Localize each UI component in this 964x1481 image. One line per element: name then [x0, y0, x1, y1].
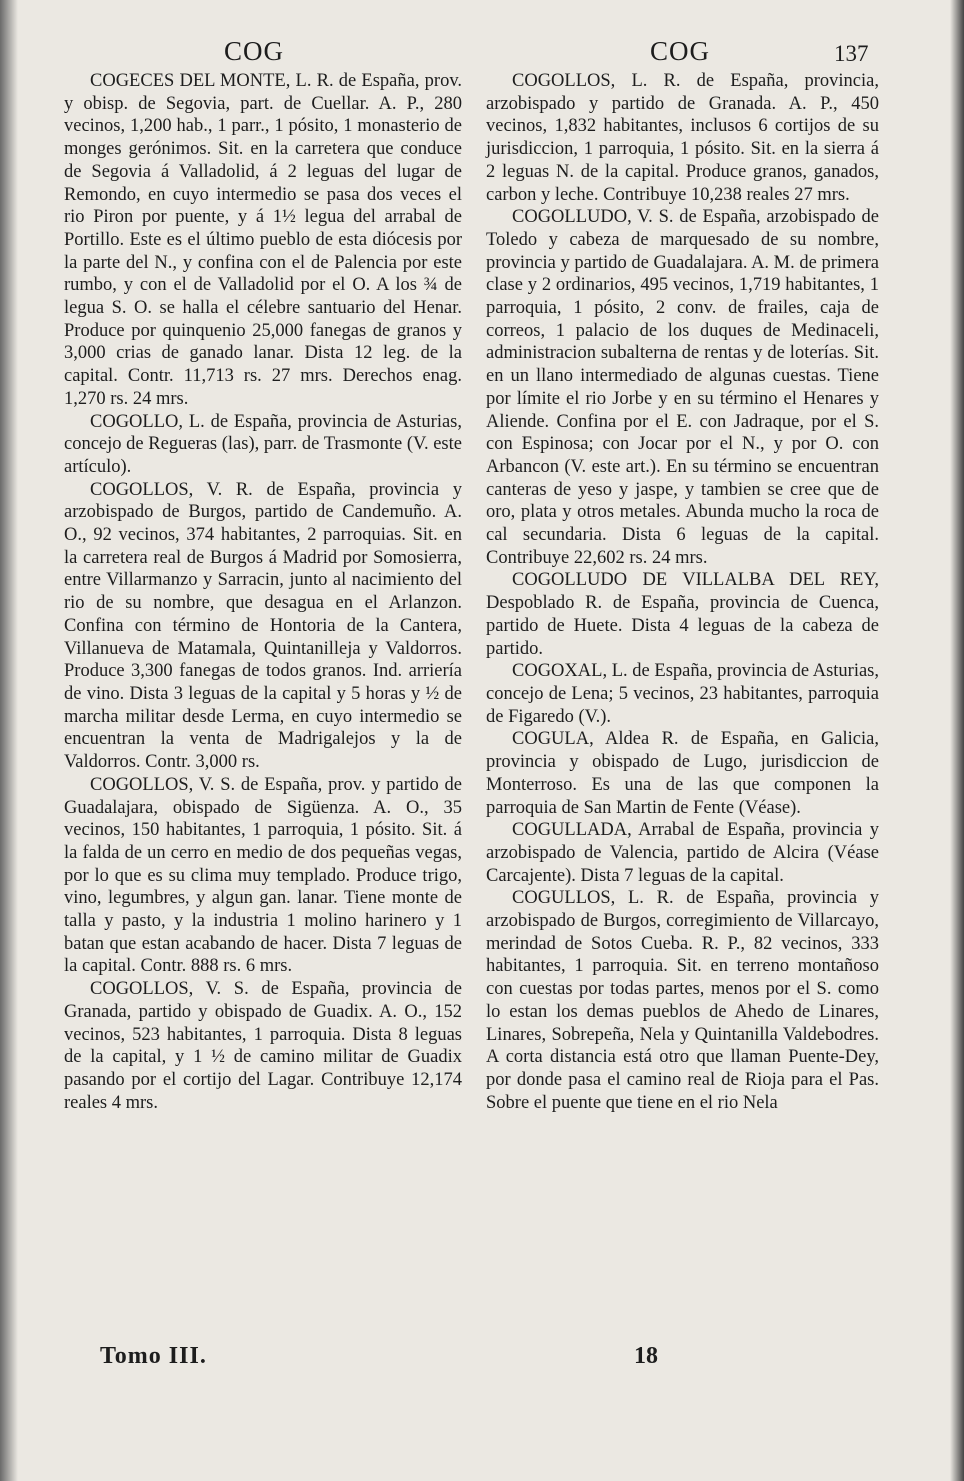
entry-cogoxal: COGOXAL, L. de España, provincia de Asturias, concejo de Lena; 5 vecinos, 23 habitantes, parroquia de Figaredo (V.). — [486, 661, 879, 727]
entry-cogula: COGULA, Aldea R. de España, en Galicia, provincia y obispado de Lugo, jurisdiccion de Monterroso. Es una de las que componen la parroquia de San Martin de Fente (Véase). — [486, 729, 879, 818]
entry-cogolludo-de-villalba: COGOLLUDO DE VILLALBA DEL REY, Despoblado R. de España, provincia de Cuenca, partido de Huete. Dista 4 leguas de la cabeza de partido. — [486, 570, 879, 659]
right-running-head: COG — [650, 36, 711, 66]
entry-cogollos-burgos: COGOLLOS, V. R. de España, provincia y arzobispado de Burgos, partido de Candemuño. A. O., 92 vecinos, 374 habitantes, 2 parroquias. Sit. en la carretera real de Burgos á Madrid por Somosierra, entre Villarmanzo y Sarracin, junto al nacimiento del rio de su nombre, que desagua en el Arlanzon. Confina con término de Hontoria de la Cantera, Villanueva de Matamala, Quintanilleja y Valdorros. Produce 3,300 fanegas de todos granos. Ind. arriería de vino. Dista 3 leguas de la capital y 5 horas y ½ de marcha militar desde Lerma, en cuyo intermedio se encuentran la venta de Madrigalejos y la de Valdorros. Contr. 3,000 rs. — [64, 479, 462, 773]
page-number: 137 — [834, 41, 869, 66]
entry-cogollos-guadix: COGOLLOS, V. S. de España, provincia de Granada, partido y obispado de Guadix. A. O., 152 vecinos, 523 habitantes, 1 parroquia. Dista 8 leguas de la capital, y 1 ½ de camino militar de Guadix pasando por el cortijo del Lagar. Contribuye 12,174 reales 4 mrs. — [64, 979, 462, 1113]
entry-cogullada: COGULLADA, Arrabal de España, provincia y arzobispado de Valencia, partido de Alcira (Véase Carcajente). Dista 7 leguas de la capital. — [486, 820, 879, 886]
entry-cogeces-del-monte: COGECES DEL MONTE, L. R. de España, prov. y obisp. de Segovia, part. de Cuellar. A. P., 280 vecinos, 1,200 hab., 1 parr., 1 pósito, 1 monasterio de monges gerónimos. Sit. en la carretera que conduce de Segovia á Valladolid, á 2 leguas del lugar de Remondo, en cuyo intermedio se pasa dos veces el rio Piron por puente, y á 1½ legua del arrabal de Portillo. Este es el último pueblo de esta diócesis por la parte del N., y confina con el de Palencia por este rumbo, y con el de Valladolid por el O. A los ¾ de legua S. O. se halla el célebre santuario del Henar. Produce por quinquenio 25,000 fanegas de granos y 3,000 crias de ganado lanar. Dista 12 leg. de la capital. Contr. 11,713 rs. 27 mrs. Derechos enag. 1,270 rs. 24 mrs. — [64, 71, 462, 409]
entry-cogollo: COGOLLO, L. de España, provincia de Asturias, concejo de Regueras (las), parr. de Trasmonte (V. este artículo). — [64, 411, 462, 477]
entry-cogullos: COGULLOS, L. R. de España, provincia y arzobispado de Burgos, corregimiento de Villarcayo, merindad de Sotos Cueba. R. P., 82 vecinos, 333 habitantes, 1 parroquia. Sit. en terreno montañoso con cuestas por todas partes, menos por el S. como lo estan los demas pueblos de Ahedo de Linares, Linares, Sobrepeña, Nela y Quintanilla Valdebodres. A corta distancia está otro que llaman Puente-Dey, por donde pasa el camino real de Rioja para el Pas. Sobre el puente que tiene en el rio Nela — [486, 888, 879, 1113]
right-column — [486, 70, 879, 1114]
left-running-head: COG — [224, 36, 285, 66]
entry-cogollos-guadalajara: COGOLLOS, V. S. de España, prov. y partido de Guadalajara, obispado de Sigüenza. A. O., 35 vecinos, 150 habitantes, 1 parroquia, 1 pósito. Sit. á la falda de un cerro en medio de dos pequeñas vegas, por lo que es su clima muy templado. Produce trigo, vino, legumbres, y algun gan. lanar. Tiene monte de talla y pasto, y la industria 1 molino harinero y 1 batan que estan acabando de hacer. Dista 7 leguas de la capital. Contr. 888 rs. 6 mrs. — [64, 774, 462, 977]
left-column — [64, 70, 462, 1114]
volume-label: Tomo III. — [100, 1343, 207, 1369]
entry-cogollos-granada: COGOLLOS, L. R. de España, provincia, arzobispado y partido de Granada. A. P., 450 vecinos, 1,832 habitantes, inclusos 6 cortijos de su jurisdiccion, 1 parroquia, 1 pósito. Sit. en la sierra á 2 leguas N. de la capital. Produce granos, ganados, carbon y leche. Contribuye 10,238 reales 27 mrs. — [486, 71, 879, 205]
entry-cogolludo: COGOLLUDO, V. S. de España, arzobispado de Toledo y cabeza de marquesado de su nombre, provincia y partido de Guadalajara. A. M. de primera clase y 2 ordinarios, 495 vecinos, 1,719 habitantes, 1 parroquia, 1 pósito, 2 conv. de frailes, caja de correos, 1 palacio de los duques de Medinaceli, administracion subalterna de rentas y de loterías. Sit. en un llano intermediado de algunas cuestas. Tiene por límite el rio Jorbe y en su término el Henares y Aliende. Confina por el E. con Jadraque, por el S. con Espinosa; con Jocar por el N., y por O. con Arbancon (V. este art.). En su término se encuentran canteras de yeso y jaspe, y tambien se cree que de oro, plata y otros metales. Abunda mucho la roca de cal secundaria. Dista 6 leguas de la capital. Contribuye 22,602 rs. 24 mrs. — [486, 207, 879, 568]
signature-mark: 18 — [634, 1343, 658, 1369]
